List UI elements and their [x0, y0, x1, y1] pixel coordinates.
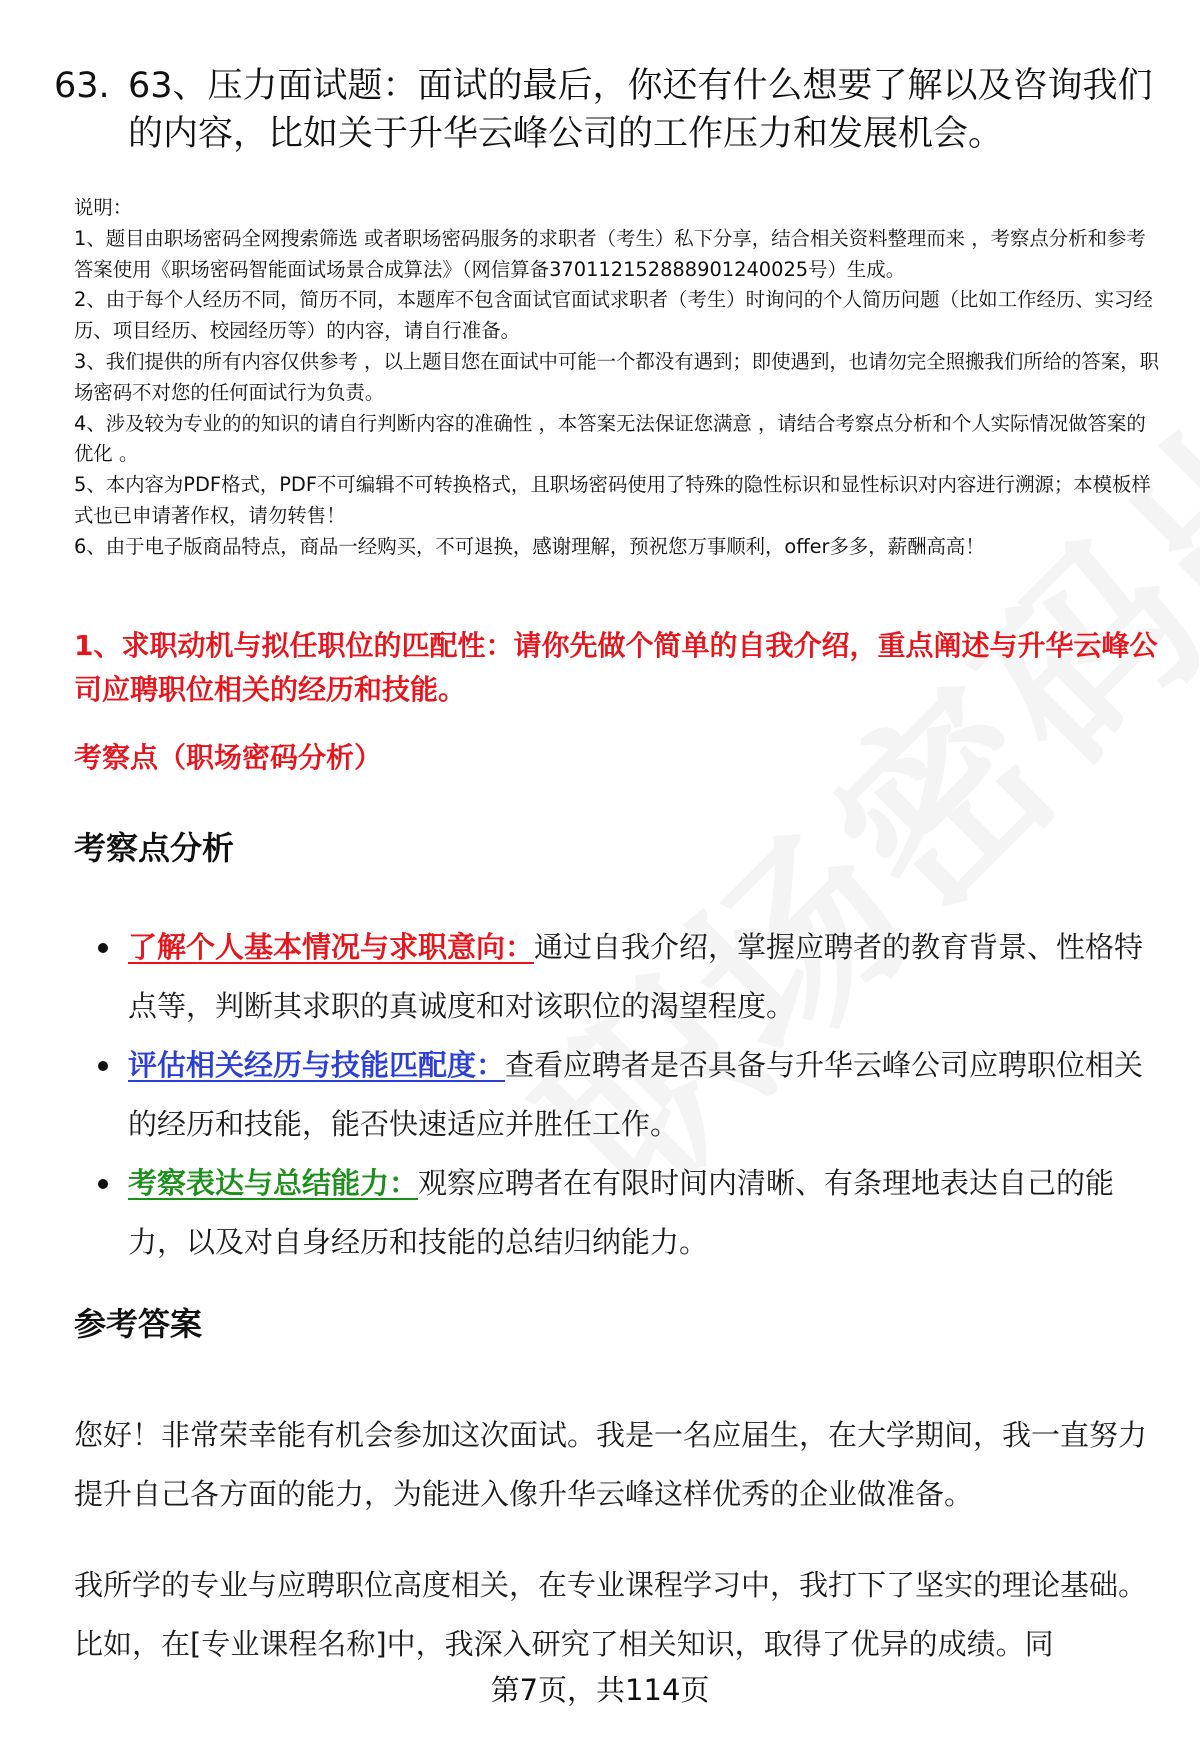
key-point-text: 查看应聘者是否具备与升华云峰公司应聘职位相关的经历和技能，能否快速适应并胜任工作。 — [128, 1048, 1144, 1141]
question-number: 63. — [54, 66, 110, 106]
list-item — [98, 1154, 1154, 1272]
analysis-heading: 考察点分析 — [74, 829, 235, 867]
analysis-list — [98, 918, 1154, 1272]
notes-item: 1、题目由职场密码全网搜索筛选 或者职场密码服务的求职者（考生）私下分享，结合相关资料整理而来 ，考察点分析和参考答案使用《职场密码智能面试场景合成算法》（网信算备370112152888901240025号）生成。 — [74, 226, 1146, 281]
sub-question-heading: 1、求职动机与拟任职位的匹配性：请你先做个简单的自我介绍，重点阐述与升华云峰公司应聘职位相关的经历和技能。 — [74, 629, 1158, 706]
answer-paragraph: 我所学的专业与应聘职位高度相关，在专业课程学习中，我打下了坚实的理论基础。比如，在[专业课程名称]中，我深入研究了相关知识，取得了优异的成绩。同 — [74, 1568, 1148, 1661]
key-point-text: 观察应聘者在有限时间内清晰、有条理地表达自己的能力，以及对自身经历和技能的总结归纳能力。 — [128, 1166, 1115, 1259]
key-point-label: 考察表达与总结能力： — [128, 1166, 419, 1200]
kaochadian-label: 考察点（职场密码分析） — [74, 741, 383, 774]
list-item — [98, 918, 1154, 1036]
notes-item: 3、我们提供的所有内容仅供参考 ，以上题目您在面试中可能一个都没有遇到；即使遇到，也请勿完全照搬我们所给的答案，职场密码不对您的任何面试行为负责。 — [74, 349, 1159, 404]
notes-item: 6、由于电子版商品特点，商品一经购买，不可退换，感谢理解，预祝您万事顺利，offer多多，薪酬高高！ — [74, 534, 985, 558]
list-item — [98, 1036, 1154, 1154]
bullet-icon — [98, 1061, 108, 1071]
key-point-label: 了解个人基本情况与求职意向： — [128, 930, 535, 964]
question-title — [54, 62, 1154, 158]
notes-block — [74, 193, 1164, 563]
key-point-text: 通过自我介绍，掌握应聘者的教育背景、性格特点等，判断其求职的真诚度和对该职位的渴望程度。 — [128, 930, 1144, 1023]
question-text: 63、压力面试题：面试的最后，你还有什么想要了解以及咨询我们的内容，比如关于升华云峰公司的工作压力和发展机会。 — [128, 66, 1153, 154]
bullet-icon — [98, 943, 108, 953]
answer-heading: 参考答案 — [74, 1305, 203, 1343]
notes-item: 5、本内容为PDF格式，PDF不可编辑不可转换格式，且职场密码使用了特殊的隐性标识和显性标识对内容进行溯源；本模板样式也已申请著作权，请勿转售！ — [74, 473, 1151, 527]
notes-title: 说明： — [74, 196, 133, 219]
answer-paragraph: 您好！非常荣幸能有机会参加这次面试。我是一名应届生，在大学期间，我一直努力提升自己各方面的能力，为能进入像升华云峰这样优秀的企业做准备。 — [74, 1418, 1148, 1511]
key-point-label: 评估相关经历与技能匹配度： — [128, 1048, 506, 1082]
notes-item: 4、涉及较为专业的的知识的请自行判断内容的准确性 ，本答案无法保证您满意 ，请结合考察点分析和个人实际情况做答案的优化 。 — [74, 411, 1146, 466]
page-footer: 第7页，共114页 — [490, 1673, 710, 1707]
bullet-icon — [98, 1179, 108, 1189]
notes-item: 2、由于每个人经历不同，简历不同，本题库不包含面试官面试求职者（考生）时询问的个人简历问题（比如工作经历、实习经历、项目经历、校园经历等）的内容，请自行准备。 — [74, 288, 1153, 343]
